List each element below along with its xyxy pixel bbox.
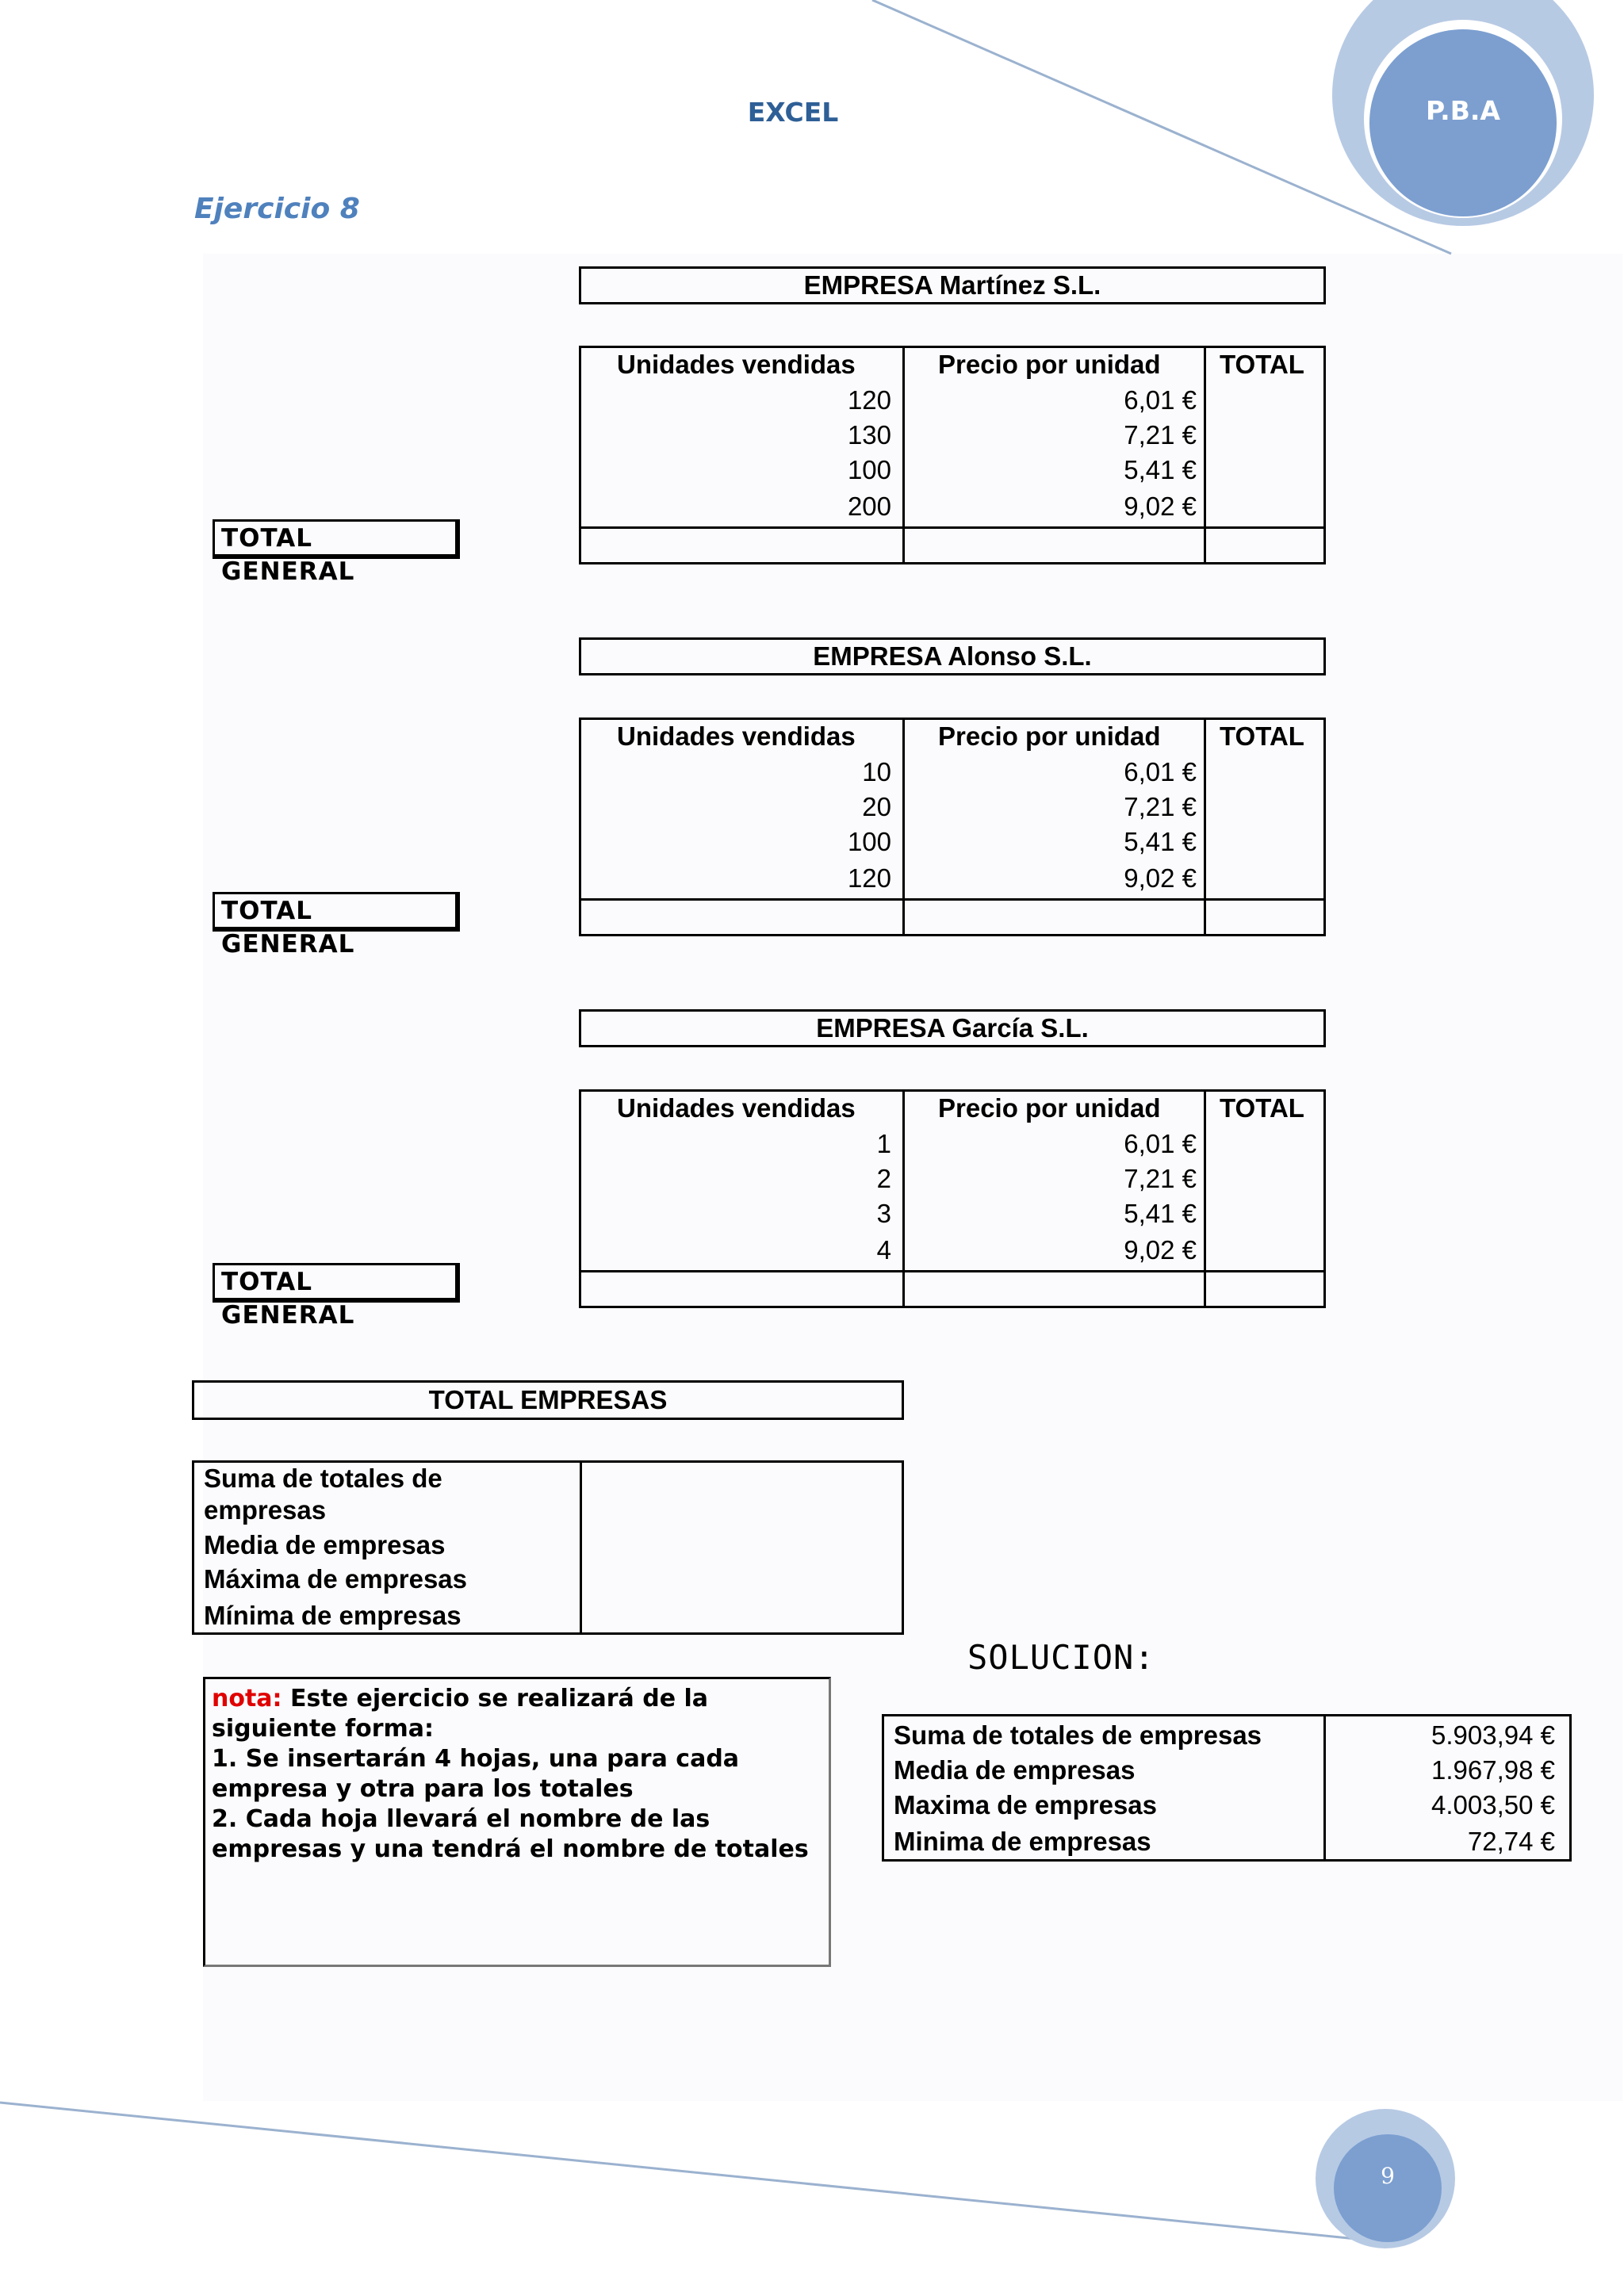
row-divider xyxy=(581,526,1323,529)
price-cell: 5,41 € xyxy=(1124,455,1197,484)
company-header: EMPRESA Alonso S.L. xyxy=(579,637,1326,675)
units-cell: 100 xyxy=(847,455,891,484)
price-cell: 7,21 € xyxy=(1124,420,1197,450)
company-header: EMPRESA García S.L. xyxy=(579,1009,1326,1047)
price-cell: 9,02 € xyxy=(1124,492,1197,521)
units-cell: 1 xyxy=(876,1129,891,1158)
column-header-total: TOTAL xyxy=(1220,721,1304,751)
price-cell: 6,01 € xyxy=(1124,757,1197,786)
column-header-total: TOTAL xyxy=(1220,350,1304,379)
company-table xyxy=(579,1089,1326,1308)
solution-value: 72,74 € xyxy=(1467,1827,1555,1856)
note-box xyxy=(203,1677,831,1967)
price-cell: 5,41 € xyxy=(1124,1199,1197,1228)
units-cell: 4 xyxy=(876,1235,891,1265)
units-cell: 200 xyxy=(847,492,891,521)
totals-table xyxy=(192,1460,904,1635)
total-general-label: TOTAL GENERAL xyxy=(213,519,460,559)
totals-label-max: Máxima de empresas xyxy=(204,1564,468,1594)
column-header-units: Unidades vendidas xyxy=(617,1093,856,1123)
column-divider xyxy=(902,348,905,562)
note-line: 1. Se insertarán 4 hojas, una para cada empresa y otra para los totales xyxy=(212,1745,740,1803)
totals-label-mean: Media de empresas xyxy=(204,1530,446,1559)
units-cell: 3 xyxy=(876,1199,891,1228)
totals-header: TOTAL EMPRESAS xyxy=(192,1380,904,1420)
solution-table xyxy=(882,1714,1572,1862)
column-divider xyxy=(1204,1092,1206,1306)
company-table xyxy=(579,346,1326,564)
solution-label: Maxima de empresas xyxy=(894,1790,1158,1820)
units-cell: 100 xyxy=(847,827,891,856)
price-cell: 7,21 € xyxy=(1124,792,1197,821)
price-cell: 9,02 € xyxy=(1124,1235,1197,1265)
solution-value: 4.003,50 € xyxy=(1431,1790,1555,1820)
units-cell: 120 xyxy=(847,863,891,893)
note-line: Este ejercicio se realizará de la siguiente forma: xyxy=(212,1685,709,1743)
exercise-title: Ejercicio 8 xyxy=(194,193,360,225)
solution-label: Media de empresas xyxy=(894,1755,1136,1785)
units-cell: 2 xyxy=(876,1164,891,1193)
column-divider xyxy=(1204,348,1206,562)
column-divider xyxy=(902,1092,905,1306)
totals-label-sum: Suma de totales de empresas xyxy=(204,1464,442,1525)
price-cell: 7,21 € xyxy=(1124,1164,1197,1193)
total-general-label: TOTAL GENERAL xyxy=(213,1263,460,1303)
header-title: EXCEL xyxy=(747,97,839,128)
column-header-price: Precio por unidad xyxy=(938,721,1161,751)
header-brand: P.B.A xyxy=(1426,95,1500,126)
units-cell: 130 xyxy=(847,420,891,450)
column-header-units: Unidades vendidas xyxy=(617,721,856,751)
solution-value: 1.967,98 € xyxy=(1431,1755,1555,1785)
price-cell: 5,41 € xyxy=(1124,827,1197,856)
row-divider xyxy=(581,898,1323,901)
solution-label: Suma de totales de empresas xyxy=(894,1720,1262,1750)
column-header-total: TOTAL xyxy=(1220,1093,1304,1123)
column-header-price: Precio por unidad xyxy=(938,1093,1161,1123)
footer-line xyxy=(0,2103,1388,2242)
row-divider xyxy=(581,1270,1323,1272)
column-header-units: Unidades vendidas xyxy=(617,350,856,379)
page-number: 9 xyxy=(1381,2163,1395,2189)
column-header-price: Precio por unidad xyxy=(938,350,1161,379)
note-label: nota: xyxy=(212,1685,282,1712)
note-line: 2. Cada hoja llevará el nombre de las empresas y una tendrá el nombre de totales xyxy=(212,1805,809,1863)
column-divider xyxy=(1204,720,1206,934)
units-cell: 20 xyxy=(862,792,891,821)
column-divider xyxy=(580,1463,582,1632)
solution-label: Minima de empresas xyxy=(894,1827,1151,1856)
solution-title: SOLUCION: xyxy=(967,1638,1155,1677)
units-cell: 10 xyxy=(862,757,891,786)
column-divider xyxy=(1323,1716,1326,1859)
total-general-label: TOTAL GENERAL xyxy=(213,892,460,932)
solution-value: 5.903,94 € xyxy=(1431,1720,1555,1750)
company-header: EMPRESA Martínez S.L. xyxy=(579,266,1326,304)
price-cell: 6,01 € xyxy=(1124,1129,1197,1158)
price-cell: 6,01 € xyxy=(1124,385,1197,415)
units-cell: 120 xyxy=(847,385,891,415)
company-table xyxy=(579,718,1326,936)
price-cell: 9,02 € xyxy=(1124,863,1197,893)
column-divider xyxy=(902,720,905,934)
totals-label-min: Mínima de empresas xyxy=(204,1601,462,1630)
